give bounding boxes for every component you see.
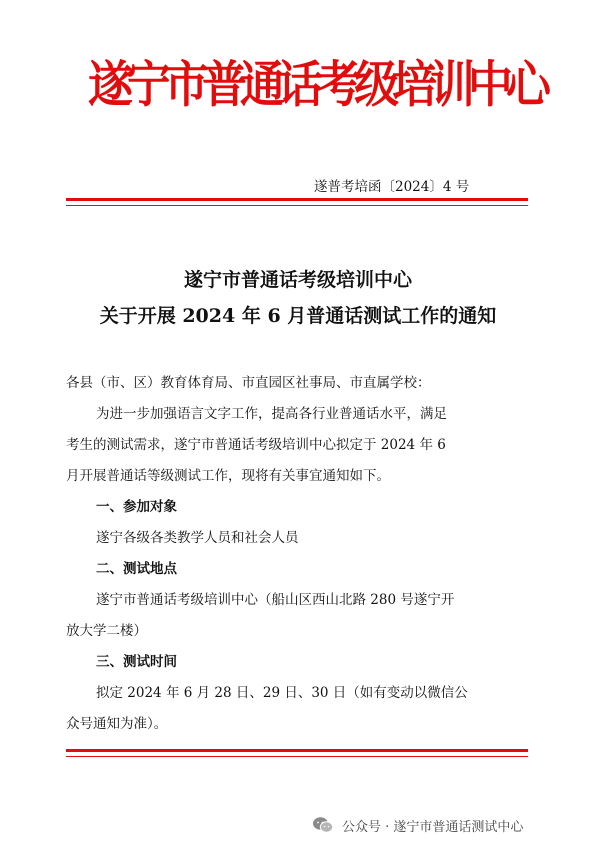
notice-title-line1: 遂宁市普通话考级培训中心	[183, 269, 412, 291]
intro-paragraph-line3: 月开展普通话等级测试工作，现将有关事宜通知如下。	[66, 468, 390, 484]
document-number: 遂普考培函〔2024〕4 号	[314, 179, 470, 195]
section3-heading: 三、测试时间	[96, 654, 177, 670]
greeting: 各县（市、区）教育体育局、市直园区社事局、市直属学校：	[66, 375, 431, 391]
intro-paragraph-line2: 考生的测试需求，遂宁市普通话考级培训中心拟定于 2024 年 6	[66, 437, 446, 453]
red-rule-bottom-thin	[66, 756, 528, 757]
watermark-text: 公众号 · 遂宁市普通话测试中心	[342, 819, 524, 835]
section2-heading: 二、测试地点	[96, 561, 177, 577]
section1-heading: 一、参加对象	[96, 499, 177, 515]
section2-text-line2: 放大学二楼）	[66, 623, 147, 639]
wechat-icon	[312, 816, 334, 834]
red-rule-bottom-thick	[66, 749, 528, 752]
red-rule-thin	[66, 205, 528, 206]
intro-paragraph-line1: 为进一步加强语言文字工作，提高各行业普通话水平，满足	[96, 406, 447, 422]
notice-title-line2: 关于开展 2024 年 6 月普通话测试工作的通知	[99, 305, 497, 327]
section2-text-line1: 遂宁市普通话考级培训中心（船山区西山北路 280 号遂宁开	[96, 592, 455, 608]
section3-text-line1: 拟定 2024 年 6 月 28 日、29 日、30 日（如有变动以微信公	[96, 685, 468, 701]
letterhead-title: 遂宁市普通话考级培训中心	[88, 55, 545, 114]
section3-text-line2: 众号通知为准）。	[66, 716, 168, 732]
red-rule-thick	[66, 198, 528, 201]
watermark	[312, 814, 523, 836]
section1-text: 遂宁各级各类教学人员和社会人员	[96, 530, 299, 546]
